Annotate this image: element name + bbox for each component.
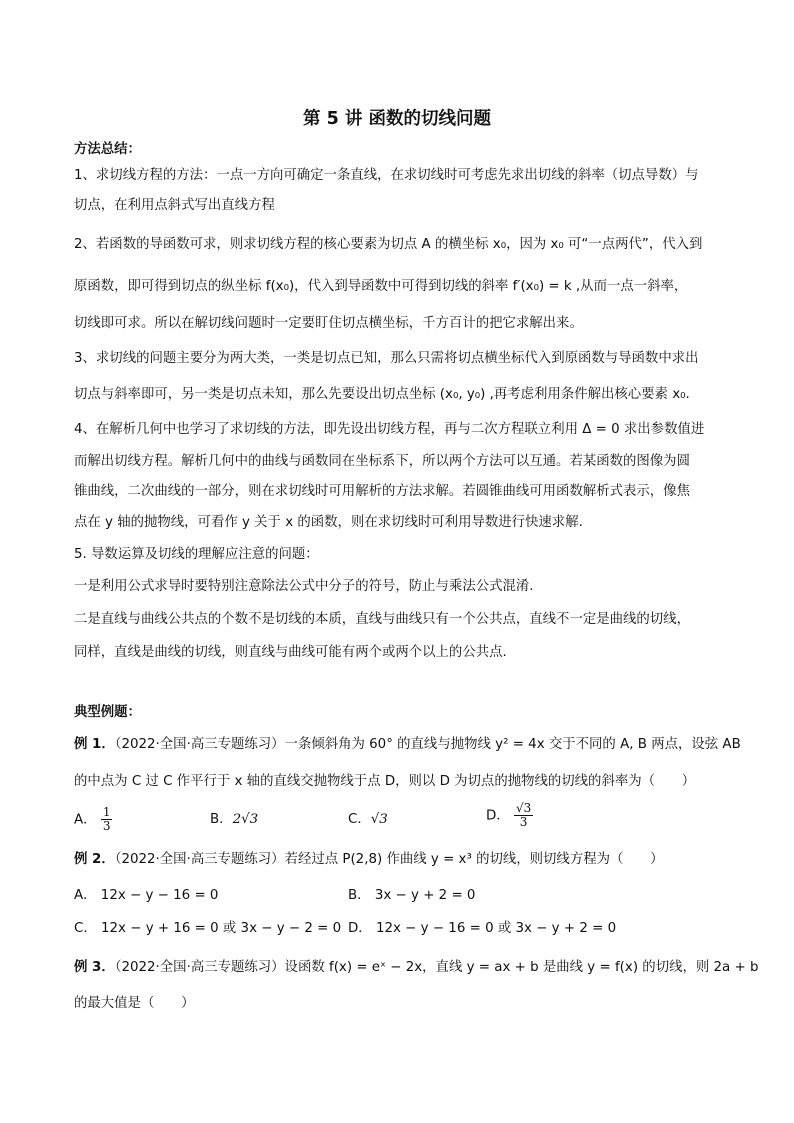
method-line-10: 锥曲线，二次曲线的一部分，则在求切线时可用解析的方法求解。若圆锥曲线可用函数解析式表示，像焦 [74,484,690,499]
examples-heading: 典型例题： [74,705,141,720]
example-1-option-b [210,810,258,830]
example-2-label: 例 2． [74,852,115,867]
example-2-line-1 [74,850,730,870]
method-line-12: 5. 导数运算及切线的理解应注意的问题： [74,547,319,562]
option-letter: D． [486,808,510,824]
denominator: 3 [102,819,111,833]
method-line-3: 2、若函数的导函数可求，则求切线方程的核心要素为切点 A 的横坐标 x₀，因为 x₀ 可“一点两代”，代入到 [74,237,703,252]
method-line-8: 4、在解析几何中也学习了求切线的方法，即先设出切线方程，再与二次方程联立利用 Δ = 0 求出参数值进 [74,422,705,437]
example-3-label: 例 3． [74,960,115,975]
denominator: 3 [519,815,528,829]
fraction [101,806,113,833]
example-2-text-1: （2022·全国·高三专题练习）若经过点 P(2,8) 作曲线 y = x³ 的切线，则切线方程为（ ） [114,852,664,867]
numerator: √3 [515,801,532,815]
example-3-line-1 [74,958,759,978]
numerator: 1 [102,805,111,819]
option-value: √3 [370,812,388,827]
option-value: 2√3 [232,812,259,827]
example-1-option-c [348,810,388,830]
method-line-6: 3、求切线的问题主要分为两大类，一类是切点已知，那么只需将切点横坐标代入到原函数与导函数中求出 [74,351,699,366]
example-1-line-2: 的中点为 C 过 C 作平行于 x 轴的直线交抛物线于点 D，则以 D 为切点的抛物线的切线的斜率为（ ） [74,774,696,789]
fraction [514,802,533,829]
method-line-1: 1、求切线方程的方法：一点一方向可确定一条直线，在求切线时可考虑先求出切线的斜率（切点导数）与 [74,168,699,183]
page-title: 第 5 讲 函数的切线问题 [303,109,491,129]
example-2-option-d: D． 12x − y − 16 = 0 或 3x − y + 2 = 0 [348,921,617,936]
method-line-4: 原函数，即可得到切点的纵坐标 f(x₀)，代入到导函数中可得到切线的斜率 f′(x₀) = k ,从而一点一斜率， [74,279,688,294]
method-line-9: 而解出切线方程。解析几何中的曲线与函数同在坐标系下，所以两个方法可以互通。若某函数的图像为圆 [74,454,690,469]
example-1-option-d [486,802,533,829]
example-2-option-a: A． 12x − y − 16 = 0 [74,888,219,903]
option-letter: A． [74,812,97,828]
option-letter: B． [210,812,233,827]
method-line-5: 切线即可求。所以在解切线问题时一定要盯住切点横坐标，千方百计的把它求解出来。 [74,316,583,331]
example-1-line-1 [74,735,741,755]
method-line-2: 切点，在利用点斜式写出直线方程 [74,198,275,213]
example-1-label: 例 1． [74,737,115,752]
example-3-text-1: （2022·全国·高三专题练习）设函数 f(x) = eˣ − 2x，直线 y = ax + b 是曲线 y = f(x) 的切线，则 2a + b [114,960,759,975]
example-1-text-1: （2022·全国·高三专题练习）一条倾斜角为 60° 的直线与抛物线 y² = 4x 交于不同的 A, B 两点，设弦 AB [114,737,741,752]
example-1-option-a [74,806,112,833]
method-line-11: 点在 y 轴的抛物线，可看作 y 关于 x 的函数，则在求切线时可利用导数进行快速求解. [74,515,583,530]
example-3-line-2: 的最大值是（ ） [74,996,195,1011]
method-line-15: 同样，直线是曲线的切线，则直线与曲线可能有两个或两个以上的公共点. [74,645,507,660]
method-line-7: 切点与斜率即可，另一类是切点未知，那么先要设出切点坐标 (x₀, y₀) ,再考虑利用条件解出核心要素 x₀. [74,387,690,402]
option-letter: C． [348,812,371,827]
method-heading: 方法总结： [74,142,141,157]
example-2-option-b: B． 3x − y + 2 = 0 [348,888,476,903]
method-line-14: 二是直线与曲线公共点的个数不是切线的本质，直线与曲线只有一个公共点，直线不一定是曲线的切线， [74,612,690,627]
example-2-option-c: C． 12x − y + 16 = 0 或 3x − y − 2 = 0 [74,921,342,936]
method-line-13: 一是利用公式求导时要特别注意除法公式中分子的符号，防止与乘法公式混淆. [74,579,534,594]
